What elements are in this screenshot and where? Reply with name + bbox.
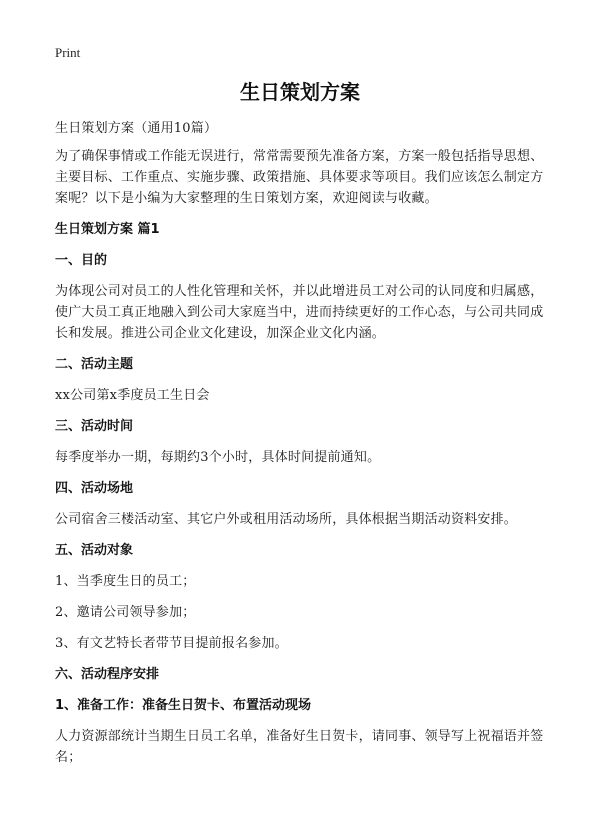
section-title: 生日策划方案 篇1 [55, 222, 160, 237]
heading-goal: 一、目的 [55, 253, 108, 268]
list-item-audience-3: 3、有文艺特长者带节目提前报名参加。 [55, 636, 288, 651]
paragraph-goal: 为体现公司对员工的人性化管理和关怀，并以此增进员工对公司的认同度和归属感，使广大员工真正地融入到公司大家庭当中，进而持续更好的工作心态，与公司共同成长和发展。推进公司企业文化建设，加深企业文化内涵。 [55, 284, 544, 341]
heading-theme: 二、活动主题 [55, 357, 134, 372]
paragraph-time: 每季度举办一期，每期约3个小时，具体时间提前通知。 [55, 450, 381, 465]
heading-time: 三、活动时间 [55, 419, 134, 434]
paragraph-theme: xx公司第x季度员工生日会 [55, 388, 210, 403]
document-subtitle: 生日策划方案（通用10篇） [55, 121, 218, 136]
heading-prep: 1、准备工作：准备生日贺卡、布置活动现场 [55, 698, 312, 713]
intro-paragraph: 为了确保事情或工作能无误进行，常常需要预先准备方案，方案一般包括指导思想、主要目标、工作重点、实施步骤、政策措施、具体要求等项目。我们应该怎么制定方案呢？以下是小编为大家整理的生日策划方案，欢迎阅读与收藏。 [55, 149, 544, 206]
list-item-audience-2: 2、邀请公司领导参加； [55, 605, 196, 620]
print-label: Print [55, 45, 81, 60]
paragraph-venue: 公司宿舍三楼活动室、其它户外或租用活动场所，具体根据当期活动资料安排。 [55, 512, 518, 527]
paragraph-prep: 人力资源部统计当期生日员工名单，准备好生日贺卡，请同事、领导写上祝福语并签名； [55, 729, 544, 765]
document-title: 生日策划方案 [240, 80, 360, 104]
list-item-audience-1: 1、当季度生日的员工； [55, 574, 196, 589]
heading-program: 六、活动程序安排 [55, 667, 160, 682]
heading-venue: 四、活动场地 [55, 481, 134, 496]
document-body [55, 118, 550, 778]
heading-audience: 五、活动对象 [55, 543, 134, 558]
